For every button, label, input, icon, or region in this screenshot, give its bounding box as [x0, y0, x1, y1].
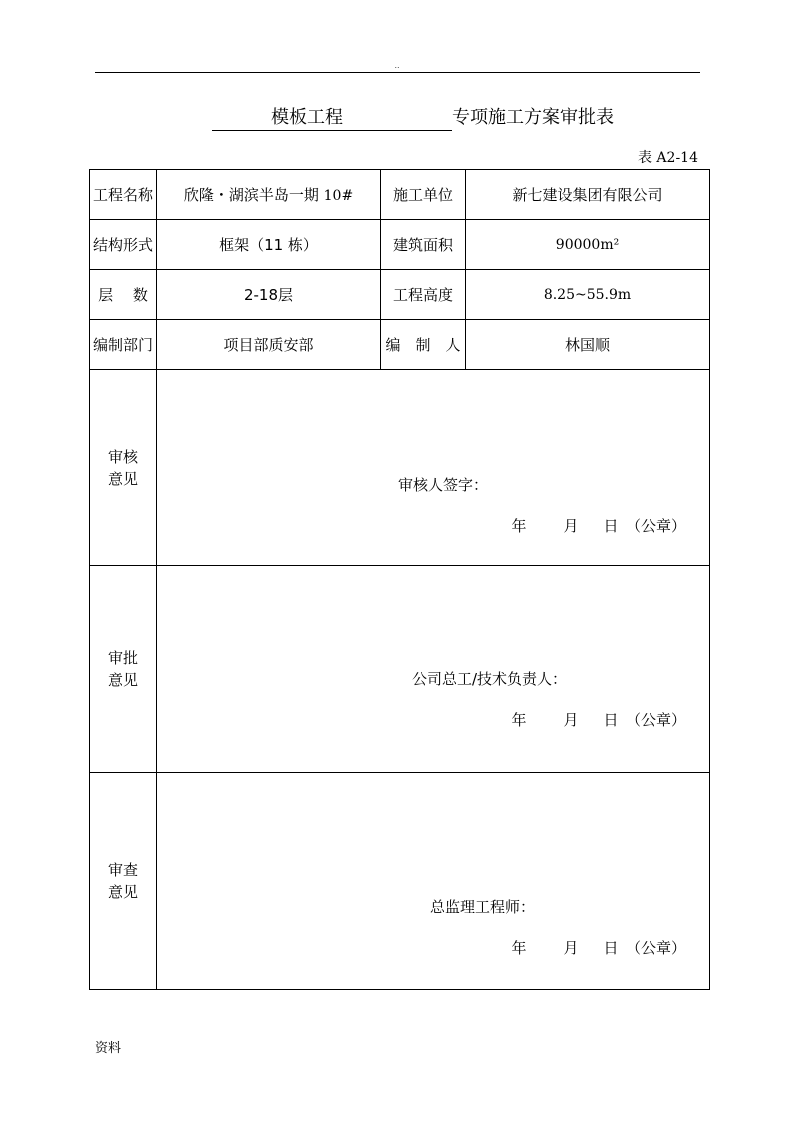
value-project-name	[157, 170, 381, 220]
opinion-row-review	[90, 370, 710, 566]
title-blank-gap	[402, 106, 452, 131]
info-row-department	[90, 320, 710, 370]
review-seal: （公章）	[626, 517, 687, 535]
review-signer-label: 审核人签字：	[398, 476, 489, 494]
label-floors: 层 数	[90, 270, 157, 320]
review-date-year: 年	[511, 517, 527, 535]
approval-signer-label: 公司总工/技术负责人：	[412, 670, 568, 688]
opinion-row-supervision	[90, 773, 710, 990]
value-author: 林国顺	[466, 320, 710, 370]
approval-date-month: 月	[563, 711, 579, 729]
value-construction-unit: 新七建设集团有限公司	[466, 170, 710, 220]
approval-seal: （公章）	[626, 711, 687, 729]
review-date-month: 月	[563, 517, 579, 535]
value-department: 项目部质安部	[157, 320, 381, 370]
label-height: 工程高度	[381, 270, 466, 320]
supervision-date-day: 日	[603, 939, 619, 957]
info-row-project	[90, 170, 710, 220]
opinion-row-approval	[90, 566, 710, 773]
supervision-label-line2: 意见	[107, 883, 138, 901]
value-project-name-suffix: 10#	[323, 188, 354, 204]
approval-label-line2: 意见	[107, 671, 138, 689]
value-floors: 2-18层	[157, 270, 381, 320]
approval-opinion-label	[90, 566, 157, 773]
supervision-signer-label: 总监理工程师：	[430, 898, 536, 916]
form-title	[212, 106, 614, 131]
supervision-seal: （公章）	[626, 939, 687, 957]
supervision-date-year: 年	[511, 939, 527, 957]
header-rule	[95, 72, 700, 73]
title-project-blank: 模板工程	[212, 106, 402, 131]
supervision-date-month: 月	[563, 939, 579, 957]
label-project-name: 工程名称	[90, 170, 157, 220]
supervision-opinion-label	[90, 773, 157, 990]
footer-label: 资料	[95, 1041, 122, 1056]
value-height: 8.25~55.9m	[466, 270, 710, 320]
label-structure-type: 结构形式	[90, 220, 157, 270]
approval-form-table	[89, 169, 710, 990]
title-suffix: 专项施工方案审批表	[452, 107, 614, 128]
approval-date-year: 年	[511, 711, 527, 729]
approval-date-line	[492, 710, 686, 730]
value-building-area: 90000m²	[466, 220, 710, 270]
label-author: 编 制 人	[381, 320, 466, 370]
review-label-line2: 意见	[107, 469, 138, 488]
supervision-label-line1: 审查	[107, 861, 138, 879]
review-opinion-area	[157, 370, 710, 566]
approval-label-line1: 审批	[107, 649, 138, 667]
review-label-line1: 审核	[107, 447, 138, 466]
review-date-line	[492, 516, 686, 536]
label-building-area: 建筑面积	[381, 220, 466, 270]
review-date-day: 日	[603, 517, 619, 535]
supervision-date-line	[492, 938, 686, 958]
approval-opinion-area	[157, 566, 710, 773]
value-project-name-text: 欣隆・湖滨半岛一期	[183, 186, 319, 204]
info-row-structure	[90, 220, 710, 270]
value-structure-type: 框架（11 栋）	[157, 220, 381, 270]
supervision-opinion-area	[157, 773, 710, 990]
label-construction-unit: 施工单位	[381, 170, 466, 220]
info-row-floors	[90, 270, 710, 320]
header-mark: ..	[394, 61, 400, 70]
table-code: 表 A2-14	[637, 150, 698, 166]
label-department: 编制部门	[90, 320, 157, 370]
review-opinion-label	[90, 370, 157, 566]
approval-date-day: 日	[603, 711, 619, 729]
